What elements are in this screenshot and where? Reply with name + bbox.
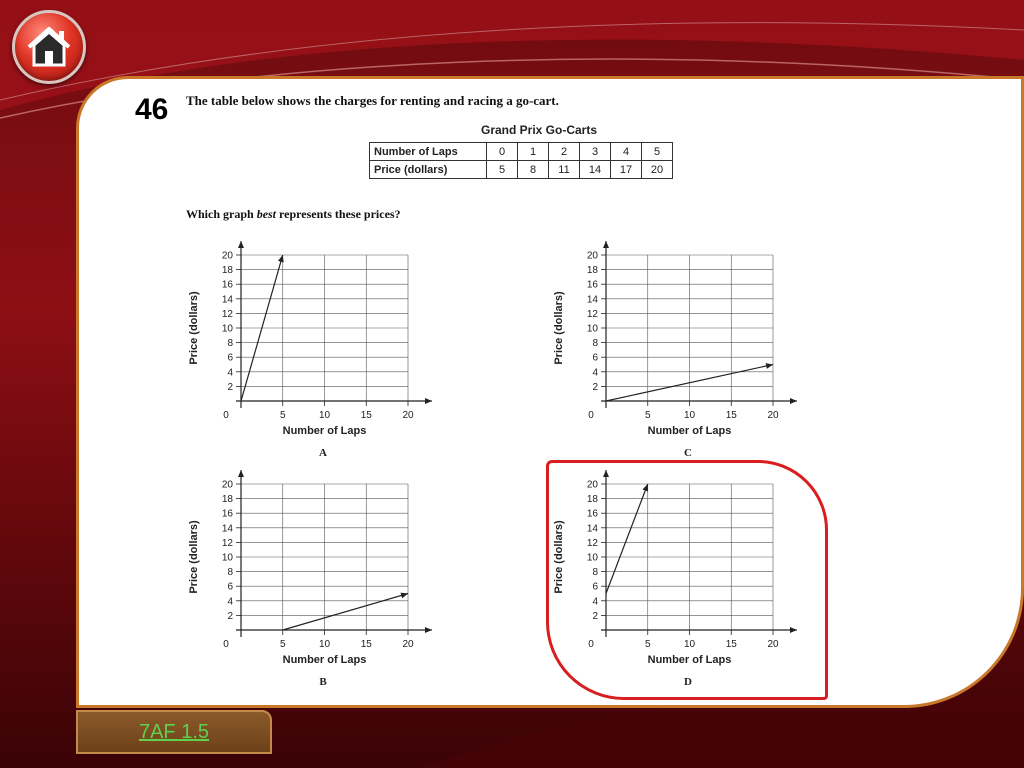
y-tick-label: 12 bbox=[221, 308, 233, 320]
y-tick-label: 2 bbox=[227, 381, 233, 393]
table-cell: 14 bbox=[580, 161, 611, 179]
x-tick-label: 15 bbox=[725, 410, 737, 421]
y-tick-label: 20 bbox=[221, 479, 233, 491]
table-cell: 3 bbox=[580, 143, 611, 161]
y-tick-label: 16 bbox=[221, 508, 233, 520]
x-tick-label: 10 bbox=[683, 639, 696, 650]
x-tick-label: 15 bbox=[360, 410, 372, 421]
graph-label: C bbox=[684, 447, 692, 459]
answer-highlight bbox=[546, 460, 828, 700]
y-tick-label: 12 bbox=[221, 537, 233, 549]
y-tick-label: 16 bbox=[221, 279, 233, 291]
y-tick-label: 10 bbox=[221, 323, 233, 335]
y-tick-label: 4 bbox=[592, 367, 598, 379]
subquestion-prefix: Which graph bbox=[186, 207, 257, 221]
y-axis-label: Price (dollars) bbox=[553, 520, 565, 594]
table-cell: 20 bbox=[642, 161, 673, 179]
subquestion-suffix: represents these prices? bbox=[276, 207, 401, 221]
y-tick-label: 2 bbox=[592, 381, 598, 393]
graph-label: A bbox=[319, 447, 327, 459]
y-tick-label: 18 bbox=[586, 494, 598, 506]
y-tick-label: 16 bbox=[586, 508, 598, 520]
table-cell: 2 bbox=[549, 143, 580, 161]
x-axis-label: Number of Laps bbox=[282, 654, 367, 666]
x-tick-label: 15 bbox=[725, 639, 737, 650]
table-cell: 8 bbox=[518, 161, 549, 179]
y-tick-label: 8 bbox=[227, 567, 233, 579]
origin-label: 0 bbox=[588, 410, 594, 421]
y-tick-label: 4 bbox=[227, 596, 233, 608]
y-axis-label: Price (dollars) bbox=[553, 291, 565, 365]
x-axis-label: Number of Laps bbox=[647, 654, 732, 666]
question-text: The table below shows the charges for renting and racing a go-cart. bbox=[186, 93, 559, 108]
y-tick-label: 8 bbox=[592, 567, 598, 579]
y-tick-label: 14 bbox=[586, 294, 598, 306]
y-tick-label: 16 bbox=[586, 279, 598, 291]
y-tick-label: 14 bbox=[221, 523, 233, 535]
table-row-header: Price (dollars) bbox=[370, 161, 487, 179]
table-row-header: Number of Laps bbox=[370, 143, 487, 161]
x-tick-label: 5 bbox=[279, 639, 286, 650]
y-tick-label: 2 bbox=[592, 610, 598, 622]
table-cell: 1 bbox=[518, 143, 549, 161]
y-tick-label: 2 bbox=[227, 610, 233, 622]
y-tick-label: 4 bbox=[592, 596, 598, 608]
x-tick-label: 5 bbox=[644, 410, 651, 421]
table-cell: 11 bbox=[549, 161, 580, 179]
content-panel bbox=[76, 76, 1024, 708]
data-line bbox=[283, 594, 408, 631]
table-cell: 5 bbox=[487, 161, 518, 179]
graph-label: D bbox=[684, 676, 692, 688]
subquestion-emphasis: best bbox=[256, 207, 277, 221]
y-tick-label: 6 bbox=[592, 581, 598, 593]
y-tick-label: 4 bbox=[227, 367, 233, 379]
y-tick-label: 10 bbox=[586, 323, 598, 335]
question-number: 46 bbox=[135, 93, 169, 126]
x-tick-label: 10 bbox=[318, 639, 331, 650]
y-axis-label: Price (dollars) bbox=[188, 520, 200, 594]
origin-label: 0 bbox=[588, 639, 594, 650]
standard-link[interactable]: 7AF 1.5 bbox=[138, 720, 210, 743]
graph-label: B bbox=[319, 676, 327, 688]
y-tick-label: 14 bbox=[586, 523, 598, 535]
x-tick-label: 10 bbox=[318, 410, 331, 421]
x-tick-label: 15 bbox=[360, 639, 372, 650]
x-tick-label: 20 bbox=[402, 639, 414, 650]
x-tick-label: 20 bbox=[767, 410, 779, 421]
y-tick-label: 6 bbox=[592, 352, 598, 364]
table-cell: 4 bbox=[611, 143, 642, 161]
y-tick-label: 20 bbox=[221, 250, 233, 262]
x-axis-label: Number of Laps bbox=[647, 425, 732, 437]
table-cell: 17 bbox=[611, 161, 642, 179]
table-cell: 5 bbox=[642, 143, 673, 161]
y-tick-label: 20 bbox=[586, 250, 598, 262]
x-tick-label: 5 bbox=[644, 639, 651, 650]
standard-tab bbox=[76, 710, 272, 754]
y-tick-label: 18 bbox=[586, 265, 598, 277]
origin-label: 0 bbox=[223, 639, 229, 650]
table-title: Grand Prix Go-Carts bbox=[480, 123, 598, 137]
x-tick-label: 20 bbox=[402, 410, 414, 421]
x-tick-label: 5 bbox=[279, 410, 286, 421]
y-tick-label: 8 bbox=[592, 338, 598, 350]
x-tick-label: 10 bbox=[683, 410, 696, 421]
y-axis-label: Price (dollars) bbox=[188, 291, 200, 365]
y-tick-label: 14 bbox=[221, 294, 233, 306]
y-tick-label: 10 bbox=[221, 552, 233, 564]
y-tick-label: 10 bbox=[586, 552, 598, 564]
home-button[interactable] bbox=[12, 10, 86, 84]
y-tick-label: 6 bbox=[227, 352, 233, 364]
x-tick-label: 20 bbox=[767, 639, 779, 650]
y-tick-label: 6 bbox=[227, 581, 233, 593]
y-tick-label: 18 bbox=[221, 265, 233, 277]
origin-label: 0 bbox=[223, 410, 229, 421]
table-cell: 0 bbox=[487, 143, 518, 161]
y-tick-label: 12 bbox=[586, 308, 598, 320]
y-tick-label: 20 bbox=[586, 479, 598, 491]
home-icon bbox=[23, 21, 75, 73]
y-tick-label: 8 bbox=[227, 338, 233, 350]
y-tick-label: 12 bbox=[586, 537, 598, 549]
x-axis-label: Number of Laps bbox=[282, 425, 367, 437]
y-tick-label: 18 bbox=[221, 494, 233, 506]
